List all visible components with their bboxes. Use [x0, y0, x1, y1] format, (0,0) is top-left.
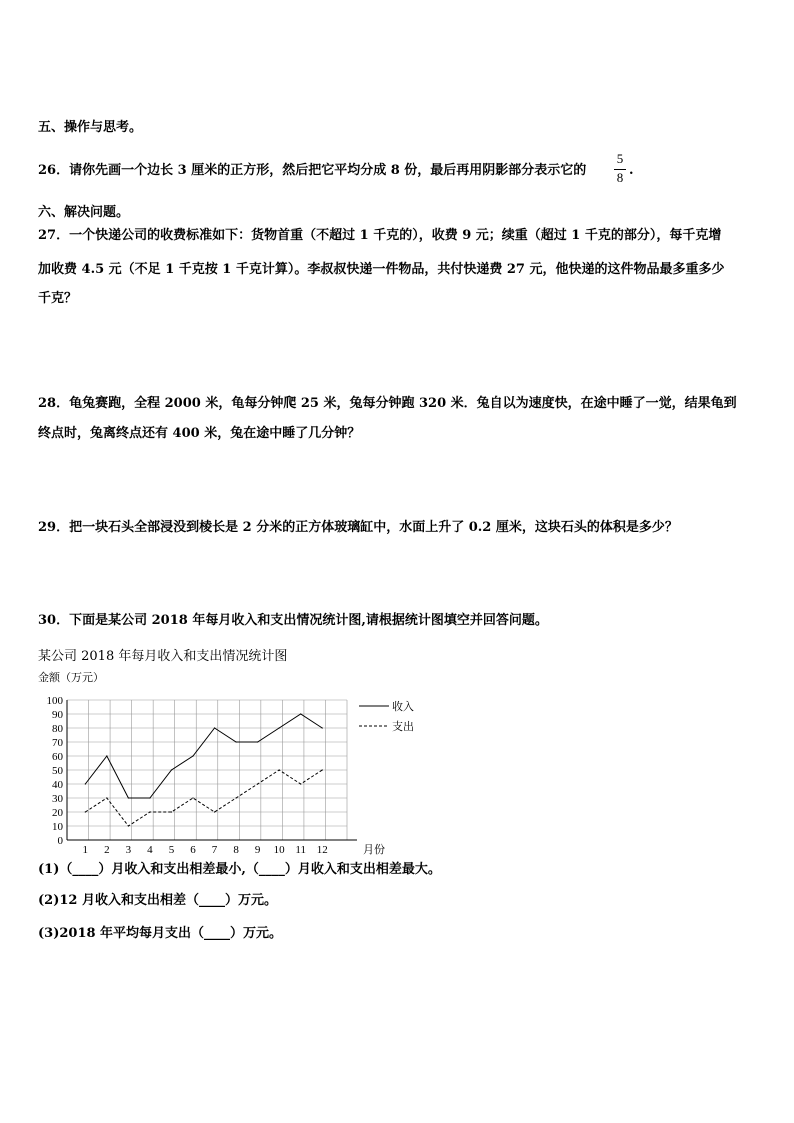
question-26: 26．请你先画一个边长 3 厘米的正方形，然后把它平均分成 8 份，最后再用阴影部分表示它的	[38, 163, 587, 178]
y-tick-label: 10	[52, 821, 63, 833]
data-point	[85, 783, 86, 784]
data-point	[85, 811, 86, 812]
x-tick-label: 8	[233, 844, 239, 856]
question-28-line2: 终点时，兔离终点还有 400 米，兔在途中睡了几分钟？	[38, 426, 361, 441]
question-30: 30．下面是某公司 2018 年每月收入和支出情况统计图,请根据统计图填空并回答问题。	[38, 613, 548, 628]
y-tick-label: 80	[52, 723, 63, 735]
question-27-line1: 27．一个快递公司的收费标准如下：货物首重（不超过 1 千克的），收费 9 元；续重（超过 1 千克的部分），每千克增	[38, 228, 722, 243]
question-29: 29．把一块石头全部浸没到棱长是 2 分米的正方体玻璃缸中，水面上升了 0.2 厘米，这块石头的体积是多少？	[38, 520, 678, 535]
y-tick-label: 30	[52, 793, 63, 805]
line-chart	[30, 690, 450, 860]
question-27-line2: 加收费 4.5 元（不足 1 千克按 1 千克计算）。李叔叔快递一件物品，共付快递费 27 元，他快递的这件物品最多重多少	[38, 262, 725, 277]
y-tick-label: 50	[52, 765, 63, 777]
y-tick-label: 0	[57, 835, 63, 847]
data-point	[171, 811, 172, 812]
sub-question-3: (3)2018 年平均每月支出（____）万元。	[38, 926, 283, 941]
data-point	[235, 741, 236, 742]
y-tick-label: 20	[52, 807, 63, 819]
x-tick-label: 11	[295, 844, 306, 856]
chart-y-axis-label: 金额（万元）	[38, 671, 104, 684]
data-point	[322, 727, 323, 728]
data-point	[171, 769, 172, 770]
data-point	[322, 769, 323, 770]
data-point	[149, 797, 150, 798]
section-five-heading: 五、操作与思考。	[38, 120, 143, 135]
data-point	[214, 727, 215, 728]
data-point	[300, 783, 301, 784]
y-tick-label: 70	[52, 737, 63, 749]
data-point	[192, 755, 193, 756]
fraction-denominator: 8	[616, 170, 624, 185]
data-point	[106, 797, 107, 798]
chart-title: 某公司 2018 年每月收入和支出情况统计图	[38, 649, 288, 664]
section-six-heading: 六、解决问题。	[38, 205, 130, 220]
y-tick-label: 40	[52, 779, 63, 791]
data-point	[106, 755, 107, 756]
x-tick-label: 9	[254, 844, 261, 856]
x-tick-label: 6	[190, 844, 196, 856]
data-point	[192, 797, 193, 798]
sub-question-2: (2)12 月收入和支出相差（____）万元。	[38, 893, 277, 908]
legend-label: 收入	[392, 701, 414, 713]
question-26-period: .	[629, 163, 634, 178]
x-axis-label: 月份	[363, 844, 385, 856]
y-tick-label: 90	[52, 709, 63, 721]
sub-question-1: (1)（____）月收入和支出相差最小,（____）月收入和支出相差最大。	[38, 862, 441, 877]
data-point	[279, 727, 280, 728]
x-tick-label: 2	[104, 844, 110, 856]
question-28-line1: 28．龟兔赛跑，全程 2000 米，龟每分钟爬 25 米，兔每分钟跑 320 米．兔自以为速度快，在途中睡了一觉，结果龟到	[38, 396, 737, 411]
x-tick-label: 1	[82, 844, 89, 856]
x-tick-label: 12	[316, 844, 328, 856]
x-tick-label: 10	[273, 844, 285, 856]
legend-label: 支出	[392, 721, 414, 733]
data-point	[300, 713, 301, 714]
data-point	[257, 783, 258, 784]
y-tick-label: 60	[52, 751, 63, 763]
data-point	[128, 797, 129, 798]
x-tick-label: 7	[211, 844, 218, 856]
y-tick-label: 100	[46, 695, 63, 707]
data-point	[235, 797, 236, 798]
data-point	[128, 825, 129, 826]
question-27-line3: 千克？	[38, 291, 78, 306]
data-point	[149, 811, 150, 812]
data-point	[257, 741, 258, 742]
x-tick-label: 4	[147, 844, 153, 856]
x-tick-label: 3	[125, 844, 132, 856]
x-tick-label: 5	[168, 844, 175, 856]
data-point	[279, 769, 280, 770]
data-point	[214, 811, 215, 812]
fraction-numerator: 5	[616, 151, 624, 166]
